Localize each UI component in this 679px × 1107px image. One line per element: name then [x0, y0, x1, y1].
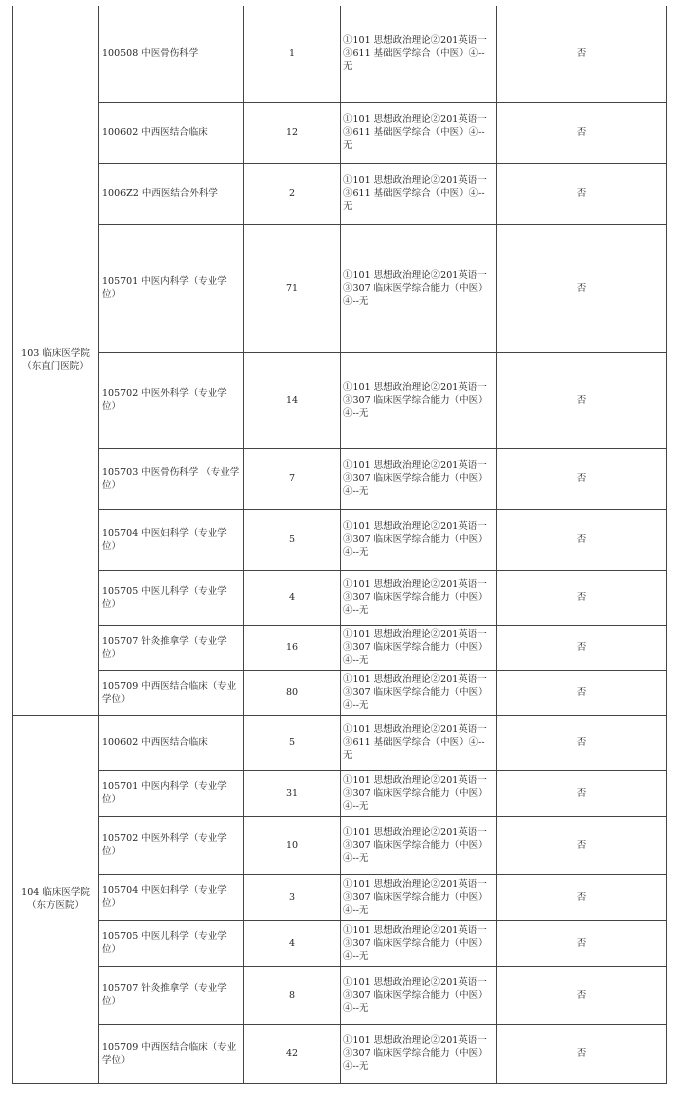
enrollment-count: 80: [244, 670, 341, 715]
exam-subjects: ①101 思想政治理论②201英语一③307 临床医学综合能力（中医）④--无: [341, 570, 497, 625]
table-row: [13, 920, 667, 966]
exam-subjects: ①101 思想政治理论②201英语一③307 临床医学综合能力（中医）④--无: [341, 448, 497, 509]
table-row: [13, 816, 667, 874]
enrollment-count: 3: [244, 874, 341, 920]
extra-flag: 否: [497, 352, 667, 448]
table-row: [13, 715, 667, 770]
enrollment-count: 12: [244, 102, 341, 163]
extra-flag: 否: [497, 1024, 667, 1083]
college-cell: 103 临床医学院（东直门医院）: [13, 6, 99, 715]
extra-flag: 否: [497, 570, 667, 625]
enrollment-count: 1: [244, 6, 341, 102]
major-cell: 105704 中医妇科学（专业学位）: [99, 509, 244, 570]
enrollment-count: 14: [244, 352, 341, 448]
exam-subjects: ①101 思想政治理论②201英语一③307 临床医学综合能力（中医）④--无: [341, 670, 497, 715]
major-cell: 105704 中医妇科学（专业学位）: [99, 874, 244, 920]
major-cell: 100602 中西医结合临床: [99, 102, 244, 163]
table-row: [13, 509, 667, 570]
table-row: [13, 874, 667, 920]
exam-subjects: ①101 思想政治理论②201英语一③611 基础医学综合（中医）④--无: [341, 6, 497, 102]
major-cell: 105705 中医儿科学（专业学位）: [99, 920, 244, 966]
major-cell: 1006Z2 中西医结合外科学: [99, 163, 244, 224]
enrollment-count: 5: [244, 509, 341, 570]
table-row: [13, 770, 667, 816]
extra-flag: 否: [497, 670, 667, 715]
table-row: [13, 6, 667, 102]
table-row: [13, 448, 667, 509]
extra-flag: 否: [497, 224, 667, 352]
enrollment-count: 4: [244, 570, 341, 625]
table-row: [13, 1024, 667, 1083]
major-cell: 105701 中医内科学（专业学位）: [99, 224, 244, 352]
major-cell: 105709 中西医结合临床（专业学位）: [99, 670, 244, 715]
extra-flag: 否: [497, 770, 667, 816]
enrollment-count: 16: [244, 625, 341, 670]
table-row: [13, 224, 667, 352]
college-cell: 104 临床医学院（东方医院）: [13, 715, 99, 1083]
major-cell: 105702 中医外科学（专业学位）: [99, 352, 244, 448]
exam-subjects: ①101 思想政治理论②201英语一③307 临床医学综合能力（中医）④--无: [341, 966, 497, 1024]
enrollment-count: 2: [244, 163, 341, 224]
enrollment-count: 7: [244, 448, 341, 509]
exam-subjects: ①101 思想政治理论②201英语一③307 临床医学综合能力（中医）④--无: [341, 874, 497, 920]
exam-subjects: ①101 思想政治理论②201英语一③307 临床医学综合能力（中医）④--无: [341, 816, 497, 874]
exam-subjects: ①101 思想政治理论②201英语一③307 临床医学综合能力（中医）④--无: [341, 509, 497, 570]
extra-flag: 否: [497, 816, 667, 874]
major-cell: 105707 针灸推拿学（专业学位）: [99, 966, 244, 1024]
enrollment-count: 10: [244, 816, 341, 874]
exam-subjects: ①101 思想政治理论②201英语一③611 基础医学综合（中医）④--无: [341, 163, 497, 224]
exam-subjects: ①101 思想政治理论②201英语一③307 临床医学综合能力（中医）④--无: [341, 920, 497, 966]
table-row: [13, 966, 667, 1024]
exam-subjects: ①101 思想政治理论②201英语一③611 基础医学综合（中医）④--无: [341, 102, 497, 163]
exam-subjects: ①101 思想政治理论②201英语一③307 临床医学综合能力（中医）④--无: [341, 224, 497, 352]
extra-flag: 否: [497, 966, 667, 1024]
table-row: [13, 625, 667, 670]
exam-subjects: ①101 思想政治理论②201英语一③611 基础医学综合（中医）④--无: [341, 715, 497, 770]
major-cell: 105702 中医外科学（专业学位）: [99, 816, 244, 874]
extra-flag: 否: [497, 163, 667, 224]
major-cell: 100508 中医骨伤科学: [99, 6, 244, 102]
extra-flag: 否: [497, 715, 667, 770]
exam-subjects: ①101 思想政治理论②201英语一③307 临床医学综合能力（中医）④--无: [341, 1024, 497, 1083]
extra-flag: 否: [497, 920, 667, 966]
major-cell: 105709 中西医结合临床（专业学位）: [99, 1024, 244, 1083]
table-row: [13, 670, 667, 715]
major-cell: 105703 中医骨伤科学 （专业学位）: [99, 448, 244, 509]
extra-flag: 否: [497, 6, 667, 102]
enrollment-count: 71: [244, 224, 341, 352]
exam-subjects: ①101 思想政治理论②201英语一③307 临床医学综合能力（中医）④--无: [341, 625, 497, 670]
extra-flag: 否: [497, 102, 667, 163]
extra-flag: 否: [497, 874, 667, 920]
extra-flag: 否: [497, 625, 667, 670]
admissions-table: [12, 6, 667, 1084]
enrollment-count: 4: [244, 920, 341, 966]
enrollment-count: 5: [244, 715, 341, 770]
enrollment-count: 31: [244, 770, 341, 816]
table-row: [13, 570, 667, 625]
major-cell: 105707 针灸推拿学（专业学位）: [99, 625, 244, 670]
major-cell: 105701 中医内科学（专业学位）: [99, 770, 244, 816]
major-cell: 105705 中医儿科学（专业学位）: [99, 570, 244, 625]
enrollment-count: 42: [244, 1024, 341, 1083]
exam-subjects: ①101 思想政治理论②201英语一③307 临床医学综合能力（中医）④--无: [341, 770, 497, 816]
major-cell: 100602 中西医结合临床: [99, 715, 244, 770]
extra-flag: 否: [497, 509, 667, 570]
table-row: [13, 163, 667, 224]
table-row: [13, 102, 667, 163]
enrollment-count: 8: [244, 966, 341, 1024]
table-row: [13, 352, 667, 448]
extra-flag: 否: [497, 448, 667, 509]
exam-subjects: ①101 思想政治理论②201英语一③307 临床医学综合能力（中医）④--无: [341, 352, 497, 448]
